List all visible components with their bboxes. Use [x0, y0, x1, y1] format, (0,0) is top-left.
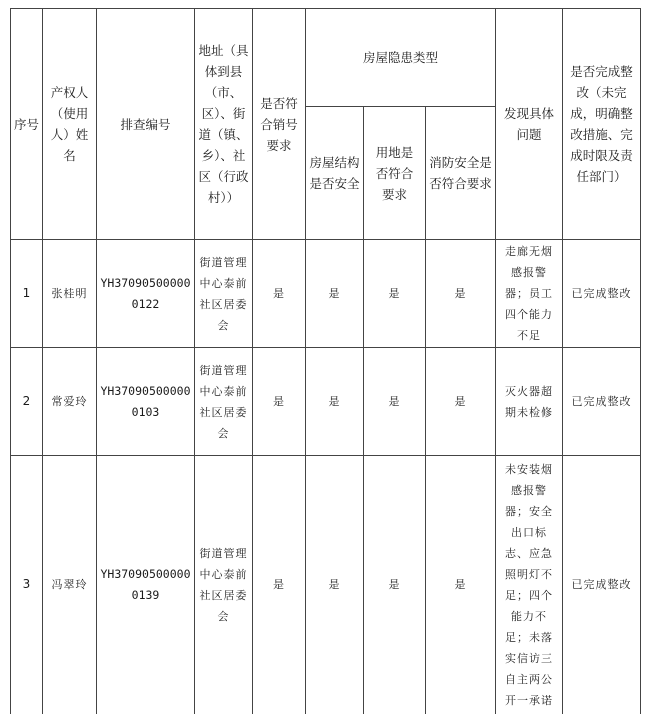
header-survey-no: 排查编号 [97, 9, 195, 240]
header-compliant: 是否符合销号要求 [253, 9, 306, 240]
row-issues: 灭火器超期未检修 [496, 348, 563, 456]
row-owner: 常爱玲 [43, 348, 97, 456]
header-fire: 消防安全是否符合要求 [426, 107, 496, 240]
row-seq: 1 [11, 240, 43, 348]
header-land-use: 用地是否符合要求 [364, 107, 426, 240]
row-fire: 是 [426, 240, 496, 348]
row-fire: 是 [426, 348, 496, 456]
row-land-use: 是 [364, 348, 426, 456]
header-owner: 产权人（使用人）姓名 [43, 9, 97, 240]
row-structure: 是 [306, 348, 364, 456]
row-seq: 2 [11, 348, 43, 456]
row-owner: 冯翠玲 [43, 456, 97, 714]
row-rectified: 已完成整改 [563, 348, 641, 456]
table-row [11, 348, 641, 456]
hazard-survey-table-container [10, 8, 641, 714]
hazard-survey-table [10, 8, 641, 714]
row-structure: 是 [306, 240, 364, 348]
row-seq: 3 [11, 456, 43, 714]
row-land-use: 是 [364, 240, 426, 348]
row-address: 街道管理中心泰前社区居委会 [195, 240, 253, 348]
row-compliant: 是 [253, 240, 306, 348]
row-compliant: 是 [253, 456, 306, 714]
row-rectified: 已完成整改 [563, 240, 641, 348]
header-structure: 房屋结构是否安全 [306, 107, 364, 240]
row-land-use: 是 [364, 456, 426, 714]
table-row [11, 456, 641, 714]
row-rectified: 已完成整改 [563, 456, 641, 714]
row-compliant: 是 [253, 348, 306, 456]
row-owner: 张桂明 [43, 240, 97, 348]
header-hazard-group: 房屋隐患类型 [306, 9, 496, 107]
row-fire: 是 [426, 456, 496, 714]
header-seq: 序号 [11, 9, 43, 240]
row-survey-no: YH370905000000122 [97, 240, 195, 348]
row-issues: 未安装烟感报警器；安全出口标志、应急照明灯不足；四个能力不足；未落实信访三自主两公开一承诺 [496, 456, 563, 714]
header-address: 地址（具体到县（市、区）、街道（镇、乡）、社区（行政村）） [195, 9, 253, 240]
row-survey-no: YH370905000000139 [97, 456, 195, 714]
row-address: 街道管理中心泰前社区居委会 [195, 348, 253, 456]
row-survey-no: YH370905000000103 [97, 348, 195, 456]
row-address: 街道管理中心泰前社区居委会 [195, 456, 253, 714]
row-structure: 是 [306, 456, 364, 714]
header-row-1 [11, 9, 641, 107]
header-rectified: 是否完成整改（未完成，明确整改措施、完成时限及责任部门） [563, 9, 641, 240]
header-issues: 发现具体问题 [496, 9, 563, 240]
row-issues: 走廊无烟感报警器；员工四个能力不足 [496, 240, 563, 348]
table-row [11, 240, 641, 348]
